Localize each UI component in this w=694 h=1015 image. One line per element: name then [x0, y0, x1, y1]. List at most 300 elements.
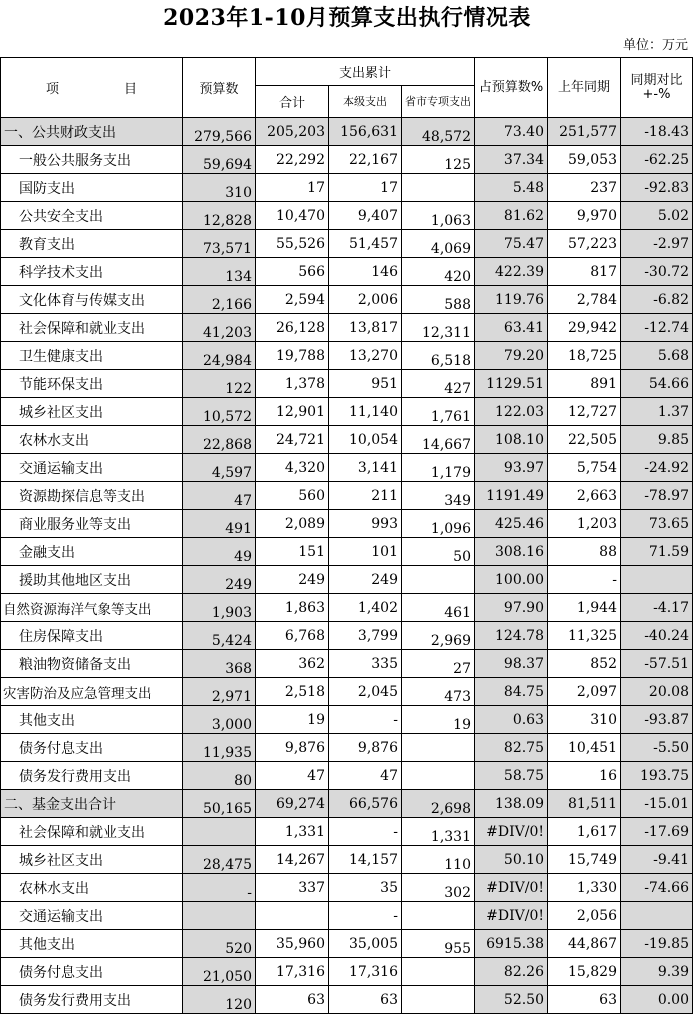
- header-ratio: 占预算数%: [475, 58, 548, 118]
- total-cell: 35,960: [256, 930, 329, 958]
- ratio-cell: 73.40: [475, 118, 548, 146]
- budget-cell: -: [183, 874, 256, 902]
- table-row: [1, 482, 693, 510]
- table-row: [1, 678, 693, 706]
- total-cell: 249: [256, 566, 329, 594]
- special-cell: 125: [402, 146, 475, 174]
- last-year-cell: 2,056: [548, 902, 621, 930]
- special-cell: 14,667: [402, 426, 475, 454]
- yoy-cell: 73.65: [621, 510, 693, 538]
- yoy-cell: -17.69: [621, 818, 693, 846]
- yoy-cell: 5.02: [621, 202, 693, 230]
- total-cell: 1,378: [256, 370, 329, 398]
- table-row: [1, 370, 693, 398]
- ratio-cell: 84.75: [475, 678, 548, 706]
- budget-cell: 2,166: [183, 286, 256, 314]
- table-row: [1, 314, 693, 342]
- special-cell: 1,179: [402, 454, 475, 482]
- yoy-cell: -6.82: [621, 286, 693, 314]
- special-cell: [402, 566, 475, 594]
- budget-cell: 22,868: [183, 426, 256, 454]
- total-cell: 69,274: [256, 790, 329, 818]
- table-row: [1, 790, 693, 818]
- total-cell: 12,901: [256, 398, 329, 426]
- row-name: 国防支出: [1, 174, 183, 202]
- local-cell: 951: [329, 370, 402, 398]
- ratio-cell: 97.90: [475, 594, 548, 622]
- ratio-cell: 75.47: [475, 230, 548, 258]
- local-cell: 3,141: [329, 454, 402, 482]
- last-year-cell: 817: [548, 258, 621, 286]
- special-cell: 6,518: [402, 342, 475, 370]
- budget-cell: 5,424: [183, 622, 256, 650]
- table-row: [1, 146, 693, 174]
- local-cell: 211: [329, 482, 402, 510]
- budget-cell: 41,203: [183, 314, 256, 342]
- last-year-cell: 852: [548, 650, 621, 678]
- total-cell: 2,518: [256, 678, 329, 706]
- total-cell: 10,470: [256, 202, 329, 230]
- table-row: [1, 342, 693, 370]
- local-cell: 9,876: [329, 734, 402, 762]
- local-cell: 9,407: [329, 202, 402, 230]
- local-cell: 17: [329, 174, 402, 202]
- unit-label: 单位：万元: [622, 38, 688, 53]
- last-year-cell: 1,944: [548, 594, 621, 622]
- table-row: [1, 174, 693, 202]
- table-row: [1, 902, 693, 930]
- row-name: 公共安全支出: [1, 202, 183, 230]
- row-name: 援助其他地区支出: [1, 566, 183, 594]
- budget-cell: 49: [183, 538, 256, 566]
- last-year-cell: 15,829: [548, 958, 621, 986]
- local-cell: 156,631: [329, 118, 402, 146]
- header-last-year: 上年同期: [548, 58, 621, 118]
- total-cell: 14,267: [256, 846, 329, 874]
- local-cell: -: [329, 706, 402, 734]
- table-row: [1, 930, 693, 958]
- ratio-cell: 108.10: [475, 426, 548, 454]
- table-row: [1, 594, 693, 622]
- last-year-cell: -: [548, 566, 621, 594]
- total-cell: 26,128: [256, 314, 329, 342]
- budget-cell: 80: [183, 762, 256, 790]
- table-row: [1, 622, 693, 650]
- table-row: [1, 650, 693, 678]
- total-cell: 24,721: [256, 426, 329, 454]
- ratio-cell: 93.97: [475, 454, 548, 482]
- table-row: [1, 510, 693, 538]
- row-name: 债务发行费用支出: [1, 986, 183, 1014]
- ratio-cell: #DIV/0!: [475, 902, 548, 930]
- local-cell: 993: [329, 510, 402, 538]
- row-name: 住房保障支出: [1, 622, 183, 650]
- yoy-cell: -93.87: [621, 706, 693, 734]
- ratio-cell: 100.00: [475, 566, 548, 594]
- row-name: 债务发行费用支出: [1, 762, 183, 790]
- row-name: 债务付息支出: [1, 958, 183, 986]
- total-cell: 337: [256, 874, 329, 902]
- header-cumulative: 支出累计: [256, 58, 475, 86]
- budget-cell: 12,828: [183, 202, 256, 230]
- special-cell: 19: [402, 706, 475, 734]
- last-year-cell: 1,617: [548, 818, 621, 846]
- special-cell: 48,572: [402, 118, 475, 146]
- ratio-cell: 82.26: [475, 958, 548, 986]
- row-name: 交通运输支出: [1, 454, 183, 482]
- special-cell: [402, 174, 475, 202]
- local-cell: 63: [329, 986, 402, 1014]
- yoy-cell: -40.24: [621, 622, 693, 650]
- last-year-cell: 12,727: [548, 398, 621, 426]
- row-name: 城乡社区支出: [1, 846, 183, 874]
- last-year-cell: 18,725: [548, 342, 621, 370]
- last-year-cell: 59,053: [548, 146, 621, 174]
- special-cell: 27: [402, 650, 475, 678]
- table-row: [1, 286, 693, 314]
- last-year-cell: 891: [548, 370, 621, 398]
- last-year-cell: 29,942: [548, 314, 621, 342]
- ratio-cell: 63.41: [475, 314, 548, 342]
- special-cell: [402, 902, 475, 930]
- ratio-cell: 98.37: [475, 650, 548, 678]
- ratio-cell: 1129.51: [475, 370, 548, 398]
- table-row: [1, 398, 693, 426]
- special-cell: [402, 734, 475, 762]
- last-year-cell: 11,325: [548, 622, 621, 650]
- table-row: [1, 818, 693, 846]
- special-cell: [402, 762, 475, 790]
- ratio-cell: 124.78: [475, 622, 548, 650]
- total-cell: 17,316: [256, 958, 329, 986]
- table-row: [1, 846, 693, 874]
- special-cell: 1,331: [402, 818, 475, 846]
- yoy-cell: -18.43: [621, 118, 693, 146]
- last-year-cell: 16: [548, 762, 621, 790]
- last-year-cell: 88: [548, 538, 621, 566]
- special-cell: 110: [402, 846, 475, 874]
- table-row: [1, 538, 693, 566]
- local-cell: -: [329, 902, 402, 930]
- ratio-cell: 422.39: [475, 258, 548, 286]
- last-year-cell: 2,663: [548, 482, 621, 510]
- last-year-cell: 5,754: [548, 454, 621, 482]
- local-cell: 47: [329, 762, 402, 790]
- budget-cell: 1,903: [183, 594, 256, 622]
- local-cell: 10,054: [329, 426, 402, 454]
- ratio-cell: 308.16: [475, 538, 548, 566]
- last-year-cell: 2,097: [548, 678, 621, 706]
- special-cell: 4,069: [402, 230, 475, 258]
- budget-cell: 491: [183, 510, 256, 538]
- budget-cell: 3,000: [183, 706, 256, 734]
- special-cell: 12,311: [402, 314, 475, 342]
- budget-cell: 279,566: [183, 118, 256, 146]
- yoy-cell: -2.97: [621, 230, 693, 258]
- ratio-cell: 1191.49: [475, 482, 548, 510]
- table-row: [1, 874, 693, 902]
- budget-table: [0, 57, 693, 1014]
- ratio-cell: #DIV/0!: [475, 874, 548, 902]
- table-row: [1, 958, 693, 986]
- row-name: 自然资源海洋气象等支出: [1, 594, 183, 622]
- ratio-cell: #DIV/0!: [475, 818, 548, 846]
- ratio-cell: 52.50: [475, 986, 548, 1014]
- total-cell: 151: [256, 538, 329, 566]
- ratio-cell: 119.76: [475, 286, 548, 314]
- row-name: 文化体育与传媒支出: [1, 286, 183, 314]
- yoy-cell: -24.92: [621, 454, 693, 482]
- total-cell: 22,292: [256, 146, 329, 174]
- budget-cell: 310: [183, 174, 256, 202]
- row-name: 金融支出: [1, 538, 183, 566]
- last-year-cell: 22,505: [548, 426, 621, 454]
- ratio-cell: 81.62: [475, 202, 548, 230]
- table-row: [1, 118, 693, 146]
- special-cell: [402, 986, 475, 1014]
- yoy-cell: -5.50: [621, 734, 693, 762]
- total-cell: 362: [256, 650, 329, 678]
- table-row: [1, 762, 693, 790]
- special-cell: 2,698: [402, 790, 475, 818]
- budget-cell: 4,597: [183, 454, 256, 482]
- local-cell: 17,316: [329, 958, 402, 986]
- yoy-cell: 5.68: [621, 342, 693, 370]
- total-cell: 63: [256, 986, 329, 1014]
- row-name: 债务付息支出: [1, 734, 183, 762]
- yoy-cell: 71.59: [621, 538, 693, 566]
- special-cell: 427: [402, 370, 475, 398]
- yoy-cell: -12.74: [621, 314, 693, 342]
- special-cell: 955: [402, 930, 475, 958]
- last-year-cell: 63: [548, 986, 621, 1014]
- table-row: [1, 734, 693, 762]
- last-year-cell: 44,867: [548, 930, 621, 958]
- ratio-cell: 0.63: [475, 706, 548, 734]
- total-cell: 47: [256, 762, 329, 790]
- local-cell: 14,157: [329, 846, 402, 874]
- row-name: 科学技术支出: [1, 258, 183, 286]
- table-row: [1, 986, 693, 1014]
- budget-cell: 10,572: [183, 398, 256, 426]
- row-name: 节能环保支出: [1, 370, 183, 398]
- local-cell: 22,167: [329, 146, 402, 174]
- header-special: 省市专项支出: [402, 86, 475, 118]
- yoy-cell: -92.83: [621, 174, 693, 202]
- special-cell: 1,761: [402, 398, 475, 426]
- row-name: 社会保障和就业支出: [1, 314, 183, 342]
- local-cell: 11,140: [329, 398, 402, 426]
- table-row: [1, 454, 693, 482]
- row-name: 一般公共服务支出: [1, 146, 183, 174]
- table-row: [1, 706, 693, 734]
- total-cell: 560: [256, 482, 329, 510]
- ratio-cell: 138.09: [475, 790, 548, 818]
- budget-cell: 2,971: [183, 678, 256, 706]
- special-cell: 1,096: [402, 510, 475, 538]
- yoy-cell: 9.85: [621, 426, 693, 454]
- local-cell: 35,005: [329, 930, 402, 958]
- local-cell: 335: [329, 650, 402, 678]
- header-budget: 预算数: [183, 58, 256, 118]
- total-cell: 4,320: [256, 454, 329, 482]
- yoy-cell: 54.66: [621, 370, 693, 398]
- header-item: 项 目: [1, 58, 183, 118]
- yoy-cell: -9.41: [621, 846, 693, 874]
- budget-cell: 520: [183, 930, 256, 958]
- ratio-cell: 37.34: [475, 146, 548, 174]
- budget-cell: 50,165: [183, 790, 256, 818]
- budget-cell: 24,984: [183, 342, 256, 370]
- special-cell: 1,063: [402, 202, 475, 230]
- table-row: [1, 566, 693, 594]
- local-cell: 101: [329, 538, 402, 566]
- budget-cell: 21,050: [183, 958, 256, 986]
- local-cell: 249: [329, 566, 402, 594]
- last-year-cell: 15,749: [548, 846, 621, 874]
- total-cell: 1,331: [256, 818, 329, 846]
- total-cell: 2,594: [256, 286, 329, 314]
- yoy-cell: [621, 566, 693, 594]
- yoy-cell: -78.97: [621, 482, 693, 510]
- budget-cell: [183, 818, 256, 846]
- ratio-cell: 6915.38: [475, 930, 548, 958]
- budget-cell: 122: [183, 370, 256, 398]
- row-name: 社会保障和就业支出: [1, 818, 183, 846]
- ratio-cell: 50.10: [475, 846, 548, 874]
- budget-cell: [183, 902, 256, 930]
- last-year-cell: 310: [548, 706, 621, 734]
- row-name: 卫生健康支出: [1, 342, 183, 370]
- yoy-cell: -30.72: [621, 258, 693, 286]
- special-cell: 420: [402, 258, 475, 286]
- total-cell: 2,089: [256, 510, 329, 538]
- table-row: [1, 426, 693, 454]
- table-row: [1, 230, 693, 258]
- total-cell: 19: [256, 706, 329, 734]
- row-name: 二、基金支出合计: [1, 790, 183, 818]
- total-cell: 6,768: [256, 622, 329, 650]
- row-name: 城乡社区支出: [1, 398, 183, 426]
- local-cell: 2,045: [329, 678, 402, 706]
- budget-cell: 368: [183, 650, 256, 678]
- local-cell: 1,402: [329, 594, 402, 622]
- row-name: 其他支出: [1, 930, 183, 958]
- local-cell: 51,457: [329, 230, 402, 258]
- row-name: 灾害防治及应急管理支出: [1, 678, 183, 706]
- special-cell: 302: [402, 874, 475, 902]
- special-cell: 349: [402, 482, 475, 510]
- last-year-cell: 237: [548, 174, 621, 202]
- row-name: 交通运输支出: [1, 902, 183, 930]
- ratio-cell: 79.20: [475, 342, 548, 370]
- row-name: 农林水支出: [1, 874, 183, 902]
- ratio-cell: 82.75: [475, 734, 548, 762]
- last-year-cell: 1,203: [548, 510, 621, 538]
- header-local: 本级支出: [329, 86, 402, 118]
- row-name: 一、公共财政支出: [1, 118, 183, 146]
- local-cell: 35: [329, 874, 402, 902]
- special-cell: 461: [402, 594, 475, 622]
- total-cell: 1,863: [256, 594, 329, 622]
- total-cell: 55,526: [256, 230, 329, 258]
- table-row: [1, 202, 693, 230]
- row-name: 商业服务业等支出: [1, 510, 183, 538]
- yoy-cell: -62.25: [621, 146, 693, 174]
- last-year-cell: 2,784: [548, 286, 621, 314]
- total-cell: 9,876: [256, 734, 329, 762]
- special-cell: [402, 958, 475, 986]
- row-name: 其他支出: [1, 706, 183, 734]
- budget-cell: 73,571: [183, 230, 256, 258]
- row-name: 资源勘探信息等支出: [1, 482, 183, 510]
- ratio-cell: 122.03: [475, 398, 548, 426]
- special-cell: 2,969: [402, 622, 475, 650]
- local-cell: 13,270: [329, 342, 402, 370]
- last-year-cell: 81,511: [548, 790, 621, 818]
- page-title: 2023年1-10月预算支出执行情况表: [163, 5, 531, 31]
- total-cell: 205,203: [256, 118, 329, 146]
- local-cell: 3,799: [329, 622, 402, 650]
- budget-cell: 59,694: [183, 146, 256, 174]
- budget-cell: 47: [183, 482, 256, 510]
- yoy-cell: 20.08: [621, 678, 693, 706]
- yoy-cell: 9.39: [621, 958, 693, 986]
- budget-cell: 11,935: [183, 734, 256, 762]
- budget-cell: 249: [183, 566, 256, 594]
- ratio-cell: 58.75: [475, 762, 548, 790]
- yoy-cell: -74.66: [621, 874, 693, 902]
- ratio-cell: 5.48: [475, 174, 548, 202]
- local-cell: 66,576: [329, 790, 402, 818]
- yoy-cell: -15.01: [621, 790, 693, 818]
- last-year-cell: 9,970: [548, 202, 621, 230]
- yoy-cell: -4.17: [621, 594, 693, 622]
- yoy-cell: 1.37: [621, 398, 693, 426]
- special-cell: 473: [402, 678, 475, 706]
- special-cell: 50: [402, 538, 475, 566]
- yoy-cell: 0.00: [621, 986, 693, 1014]
- yoy-cell: -19.85: [621, 930, 693, 958]
- special-cell: 588: [402, 286, 475, 314]
- header-total: 合计: [256, 86, 329, 118]
- row-name: 农林水支出: [1, 426, 183, 454]
- ratio-cell: 425.46: [475, 510, 548, 538]
- local-cell: -: [329, 818, 402, 846]
- yoy-cell: 193.75: [621, 762, 693, 790]
- budget-cell: 28,475: [183, 846, 256, 874]
- local-cell: 2,006: [329, 286, 402, 314]
- last-year-cell: 1,330: [548, 874, 621, 902]
- row-name: 粮油物资储备支出: [1, 650, 183, 678]
- total-cell: 19,788: [256, 342, 329, 370]
- budget-cell: 134: [183, 258, 256, 286]
- table-row: [1, 258, 693, 286]
- last-year-cell: 57,223: [548, 230, 621, 258]
- local-cell: 13,817: [329, 314, 402, 342]
- total-cell: [256, 902, 329, 930]
- total-cell: 17: [256, 174, 329, 202]
- last-year-cell: 251,577: [548, 118, 621, 146]
- local-cell: 146: [329, 258, 402, 286]
- total-cell: 566: [256, 258, 329, 286]
- budget-cell: 120: [183, 986, 256, 1014]
- last-year-cell: 10,451: [548, 734, 621, 762]
- yoy-cell: [621, 902, 693, 930]
- row-name: 教育支出: [1, 230, 183, 258]
- header-yoy: 同期对比+-%: [621, 58, 693, 118]
- yoy-cell: -57.51: [621, 650, 693, 678]
